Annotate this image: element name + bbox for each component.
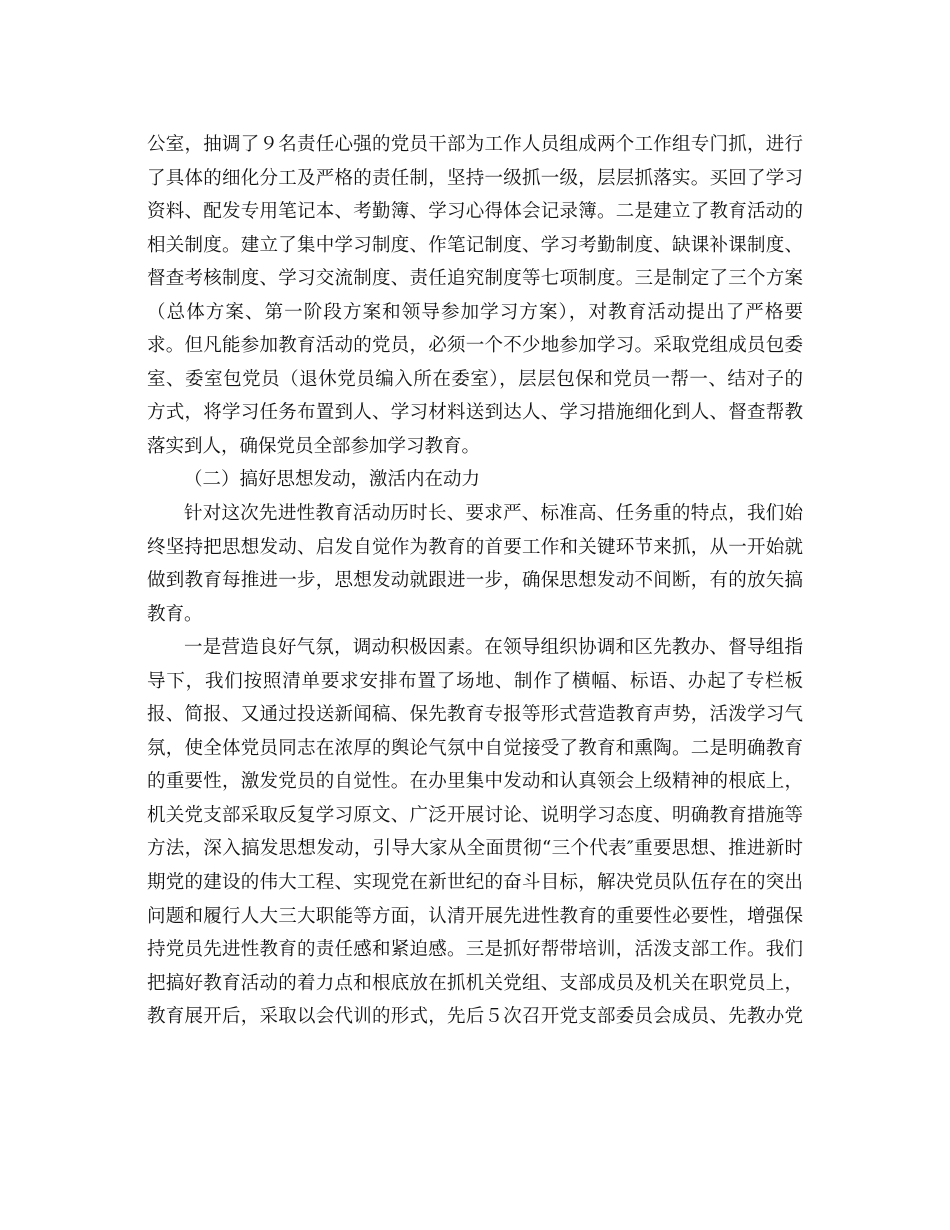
text-line: 了具体的细化分工及严格的责任制，坚持一级抓一级，层层抓落实。买回了学习 xyxy=(147,167,803,189)
text-line: 教育展开后，采取以会代训的形式，先后５次召开党支部委员会成员、先教办党 xyxy=(147,1006,803,1028)
text-line: 的重要性，激发党员的自觉性。在办里集中发动和认真领会上级精神的根底上， xyxy=(147,771,803,793)
text-line: 把搞好教育活动的着力点和根底放在抓机关党组、支部成员及机关在职党员上， xyxy=(147,972,803,994)
text-line: 教育。 xyxy=(147,603,203,625)
text-line: 机关党支部采取反复学习原文、广泛开展讨论、说明学习态度、明确教育措施等 xyxy=(147,804,803,826)
text-line: 方法，深入搞发思想发动，引导大家从全面贯彻“三个代表″重要思想、推进新时 xyxy=(147,838,803,860)
text-line: 导下，我们按照清单要求安排布置了场地、制作了横幅、标语、办起了专栏板 xyxy=(147,670,803,692)
text-line: 公室，抽调了９名责任心强的党员干部为工作人员组成两个工作组专门抓，进行 xyxy=(147,134,803,155)
text-line: 资料、配发专用笔记本、考勤簿、学习心得体会记录簿。二是建立了教育活动的 xyxy=(147,201,803,223)
text-line: 持党员先进性教育的责任感和紧迫感。三是抓好帮带培训，活泼支部工作。我们 xyxy=(147,939,803,961)
text-line: 方式，将学习任务布置到人、学习材料送到达人、学习措施细化到人、督查帮教 xyxy=(147,402,803,424)
text-line: 氛，使全体党员同志在浓厚的舆论气氛中自觉接受了教育和熏陶。二是明确教育 xyxy=(147,737,803,759)
text-line: 督查考核制度、学习交流制度、责任追究制度等七项制度。三是制定了三个方案 xyxy=(147,268,803,290)
document-body xyxy=(147,128,803,1034)
text-line: 针对这次先进性教育活动历时长、要求严、标准高、任务重的特点，我们始 xyxy=(184,503,803,525)
text-line: （总体方案、第一阶段方案和领导参加学习方案），对教育活动提出了严格要 xyxy=(147,301,803,323)
text-line: 室、委室包党员（退休党员编入所在委室），层层包保和党员一帮一、结对子的 xyxy=(147,368,803,390)
text-line: 求。但凡能参加教育活动的党员，必须一个不少地参加学习。采取党组成员包委 xyxy=(147,335,803,357)
text-line: 问题和履行人大三大职能等方面，认清开展先进性教育的重要性必要性，增强保 xyxy=(147,905,803,927)
text-line: 一是营造良好气氛，调动积极因素。在领导组织协调和区先教办、督导组指 xyxy=(184,637,803,659)
text-line: 期党的建设的伟大工程、实现党在新世纪的奋斗目标，解决党员队伍存在的突出 xyxy=(147,872,803,894)
text-line: 报、简报、又通过投送新闻稿、保先教育专报等形式营造教育声势，活泼学习气 xyxy=(147,704,803,726)
text-line: （二）搞好思想发动，激活内在动力 xyxy=(184,469,481,491)
text-line: 相关制度。建立了集中学习制度、作笔记制度、学习考勤制度、缺课补课制度、 xyxy=(147,234,803,256)
text-line: 做到教育每推进一步，思想发动就跟进一步，确保思想发动不间断，有的放矢搞 xyxy=(147,570,803,592)
text-line: 终坚持把思想发动、启发自觉作为教育的首要工作和关键环节来抓，从一开始就 xyxy=(147,536,803,558)
text-line: 落实到人，确保党员全部参加学习教育。 xyxy=(147,435,481,457)
